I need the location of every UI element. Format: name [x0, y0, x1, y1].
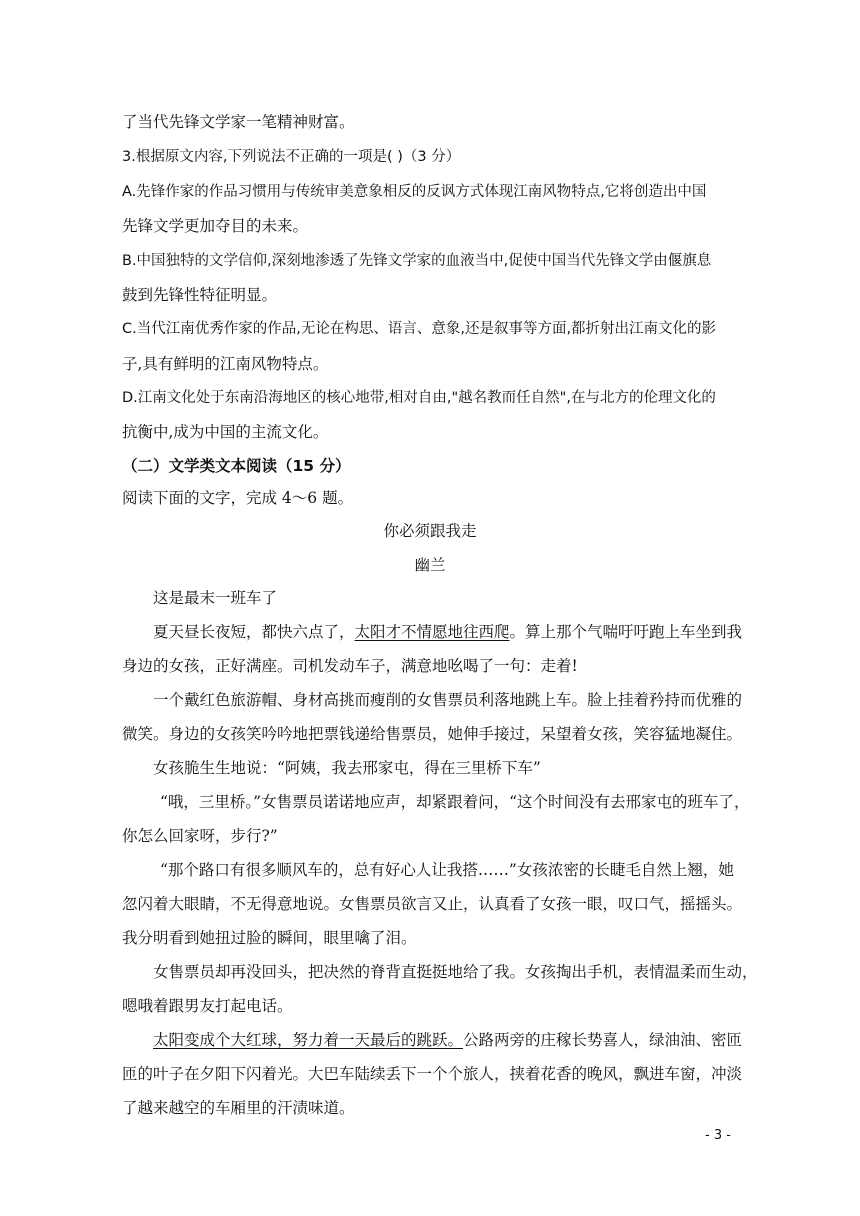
underlined-sentence-2: 太阳变成个大红球，努力着一天最后的跳跃。 [153, 1031, 464, 1049]
underlined-sentence-1: 太阳才不情愿地往西爬 [354, 623, 510, 641]
paragraph-1: 这是最末一班车了 [153, 589, 278, 607]
paragraph-6-line-2: 忽闪着大眼睛，不无得意地说。女售票员欲言又止，认真看了女孩一眼，叹口气，摇摇头。 [122, 895, 743, 913]
q3-preceding-line: 了当代先锋文学家一笔精神财富。 [122, 113, 355, 131]
paragraph-3-line-1: 一个戴红色旅游帽、身材高挑而瘦削的女售票员利落地跳上车。脸上挂着矜持而优雅的 [153, 691, 743, 709]
section-heading: （二）文学类文本阅读（15 分） [122, 457, 351, 475]
question-3-stem: 3.根据原文内容,下列说法不正确的一项是( )（3 分） [122, 149, 461, 165]
paragraph-6-line-1: “那个路口有很多顺风车的，总有好心人让我搭……”女孩浓密的长睫毛自然上翘，她 [160, 861, 734, 879]
paragraph-8-line-3: 了越来越空的车厢里的汗渍味道。 [122, 1099, 355, 1117]
paragraph-2-line-2: 身边的女孩，正好满座。司机发动车子，满意地吆喝了一句：走着! [122, 657, 578, 675]
story-title: 你必须跟我走 [383, 522, 477, 540]
section-instruction: 阅读下面的文字，完成 4～6 题。 [122, 489, 354, 507]
paragraph-5-line-2: 你怎么回家呀，步行?” [122, 827, 278, 845]
paragraph-2-line-1 [153, 621, 742, 643]
paragraph-2-text-b: 。算上那个气喘吁吁跑上车坐到我 [509, 623, 743, 641]
option-b-line-2: 鼓到先锋性特征明显。 [122, 286, 278, 304]
paragraph-2-text-a: 夏天昼长夜短，都快六点了， [153, 623, 355, 641]
paragraph-5-line-1: “哦，三里桥。”女售票员诺诺地应声，却紧跟着问，“这个时间没有去邢家屯的班车了， [160, 793, 750, 811]
paragraph-4: 女孩脆生生地说：“阿姨，我去邢家屯，得在三里桥下车” [153, 759, 541, 777]
paragraph-3-line-2: 微笑。身边的女孩笑吟吟地把票钱递给售票员，她伸手接过，呆望着女孩，笑容猛地凝住。 [122, 725, 743, 743]
option-d-line-1: D.江南文化处于东南沿海地区的核心地带,相对自由,"越名教而任自然",在与北方的伦理文化的 [122, 390, 716, 406]
option-b-line-1: B.中国独特的文学信仰,深刻地渗透了先锋文学家的血液当中,促使中国当代先锋文学由偃旗息 [122, 253, 712, 269]
paragraph-6-line-3: 我分明看到她扭过脸的瞬间，眼里噙了泪。 [122, 929, 417, 947]
paragraph-7-line-2: 嗯哦着跟男友打起电话。 [122, 997, 293, 1015]
option-c-line-2: 子,具有鲜明的江南风物特点。 [122, 355, 329, 373]
option-c-line-1: C.当代江南优秀作家的作品,无论在构思、语言、意象,还是叙事等方面,都折射出江南文化的影 [122, 321, 717, 337]
paragraph-8-line-2: 匝的叶子在夕阳下闪着光。大巴车陆续丢下一个个旅人，挟着花香的晚风，飘进车窗，冲淡 [122, 1065, 743, 1083]
story-author: 幽兰 [414, 556, 446, 574]
paragraph-8-text-a: 公路两旁的庄稼长势喜人，绿油油、密匝 [463, 1031, 743, 1049]
option-a-line-1: A.先锋作家的作品习惯用与传统审美意象相反的反讽方式体现江南风物特点,它将创造出中国 [122, 184, 707, 200]
paragraph-8-line-1 [153, 1029, 742, 1051]
option-a-line-2: 先锋文学更加夺目的未来。 [122, 217, 309, 235]
option-d-line-2: 抗衡中,成为中国的主流文化。 [122, 423, 329, 441]
paragraph-7-line-1: 女售票员却再没回头，把决然的脊背直挺挺地给了我。女孩掏出手机，表情温柔而生动， [153, 963, 758, 981]
page-number: - 3 - [705, 1128, 731, 1143]
